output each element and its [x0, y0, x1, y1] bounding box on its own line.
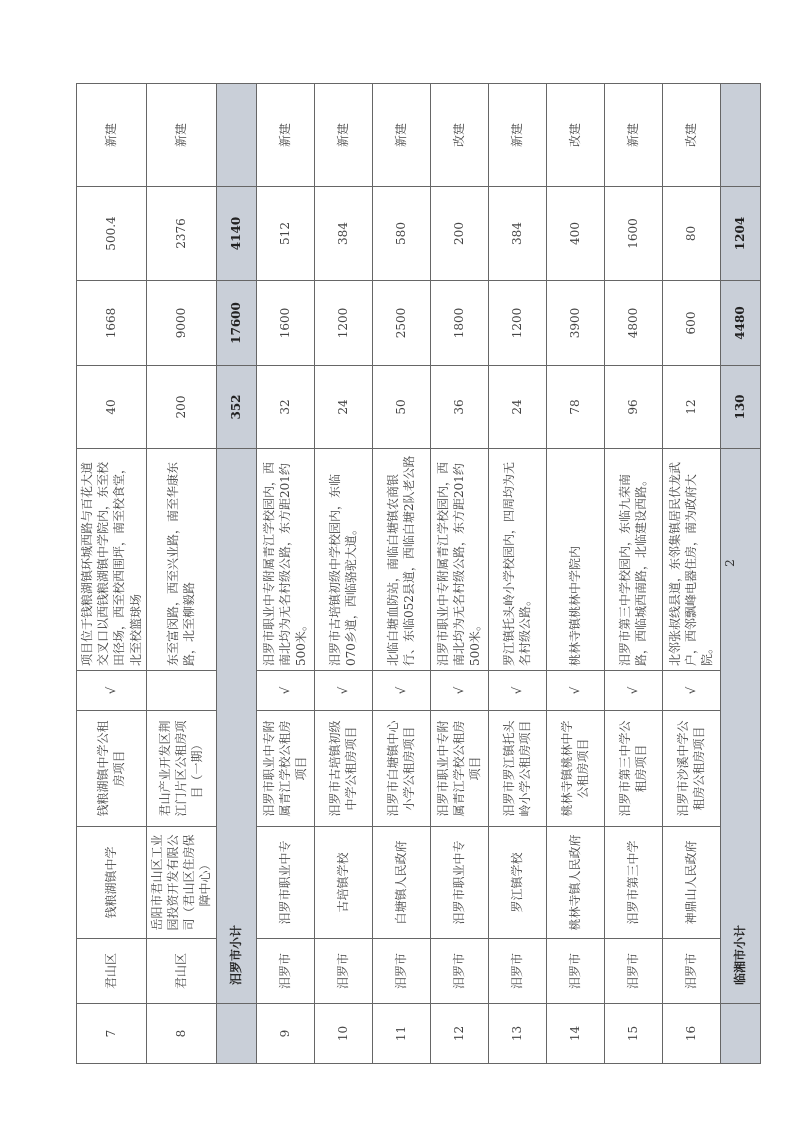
county-cell: 汨罗市	[314, 939, 372, 1004]
unit-cell: 桃林寺镇人民政府	[546, 827, 604, 939]
subtotal-blank-cell	[216, 84, 256, 187]
table-row	[372, 84, 430, 1064]
units-cell: 32	[256, 366, 314, 449]
area-cell: 600	[662, 281, 720, 366]
check-cell: √	[256, 671, 314, 711]
area-cell: 3900	[546, 281, 604, 366]
investment-cell: 500.4	[77, 187, 147, 281]
area-cell: 1200	[314, 281, 372, 366]
units-cell: 12	[662, 366, 720, 449]
row-id-cell: 14	[546, 1004, 604, 1064]
subtotal-units-cell: 130	[720, 366, 760, 449]
investment-cell: 2376	[146, 187, 216, 281]
area-cell: 1600	[256, 281, 314, 366]
unit-cell: 汨罗市职业中专	[430, 827, 488, 939]
project-cell: 汨罗市第三中学公租房项目	[604, 711, 662, 827]
location-cell: 汨罗市第三中学校园内，东临九荣南路，西临城西南路，北临建设西路。	[604, 449, 662, 671]
investment-cell: 1600	[604, 187, 662, 281]
table-row	[256, 84, 314, 1064]
type-cell: 新建	[488, 84, 546, 187]
area-cell: 2500	[372, 281, 430, 366]
investment-cell: 580	[372, 187, 430, 281]
location-cell: 汨罗市职业中专附属青江学校园内，西南北均为无名村级公路，东方距201约500米。	[430, 449, 488, 671]
subtotal-label: 汨罗市小计	[216, 449, 256, 1004]
location-cell: 罗江镇托头岭小学校园内，四周均为无名村级公路。	[488, 449, 546, 671]
type-cell: 新建	[372, 84, 430, 187]
project-cell: 桃林寺镇桃林中学公租房项目	[546, 711, 604, 827]
row-id-cell: 12	[430, 1004, 488, 1064]
unit-cell: 古培镇学校	[314, 827, 372, 939]
project-cell: 汨罗市白塘镇中心小学公租房项目	[372, 711, 430, 827]
type-cell: 新建	[314, 84, 372, 187]
area-cell: 1800	[430, 281, 488, 366]
county-cell: 汨罗市	[662, 939, 720, 1004]
county-cell: 汨罗市	[604, 939, 662, 1004]
county-cell: 汨罗市	[488, 939, 546, 1004]
table-row	[662, 84, 720, 1064]
project-cell: 汨罗市古培镇初级中学公租房项目	[314, 711, 372, 827]
investment-cell: 384	[488, 187, 546, 281]
subtotal-investment-cell: 1204	[720, 187, 760, 281]
county-cell: 汨罗市	[546, 939, 604, 1004]
investment-cell: 80	[662, 187, 720, 281]
check-cell	[146, 671, 216, 711]
subtotal-label: 临湘市小计	[720, 449, 760, 1004]
units-cell: 50	[372, 366, 430, 449]
check-cell: √	[662, 671, 720, 711]
location-cell: 汨罗市古培镇初级中学校园内，东临070乡道，西临骆驼大道。	[314, 449, 372, 671]
project-cell: 汨罗市罗江镇托头岭小学公租房项目	[488, 711, 546, 827]
check-cell: √	[604, 671, 662, 711]
check-cell: √	[546, 671, 604, 711]
subtotal-units-cell: 352	[216, 366, 256, 449]
location-cell: 汨罗市职业中专附属青江学校园内，西南北均为无名村级公路，东方距201约500米。	[256, 449, 314, 671]
project-cell: 汨罗市职业中专附属青江学校公租房项目	[430, 711, 488, 827]
check-cell: √	[372, 671, 430, 711]
table-row	[314, 84, 372, 1064]
county-cell: 汨罗市	[430, 939, 488, 1004]
unit-cell: 汨罗市职业中专	[256, 827, 314, 939]
subtotal-blank-cell	[720, 1004, 760, 1064]
row-id-cell: 13	[488, 1004, 546, 1064]
subtotal-area-cell: 4480	[720, 281, 760, 366]
type-cell: 改建	[662, 84, 720, 187]
unit-cell: 汨罗市第三中学	[604, 827, 662, 939]
project-cell: 汨罗市职业中专附属青江学校公租房项目	[256, 711, 314, 827]
county-cell: 汨罗市	[256, 939, 314, 1004]
page-number: 2	[722, 559, 737, 567]
check-cell: √	[77, 671, 147, 711]
subtotal-blank-cell	[720, 84, 760, 187]
row-id-cell: 7	[77, 1004, 147, 1064]
investment-cell: 200	[430, 187, 488, 281]
subtotal-investment-cell: 4140	[216, 187, 256, 281]
table-row	[488, 84, 546, 1064]
check-cell: √	[488, 671, 546, 711]
project-cell: 钱粮湖镇中学公租房项目	[77, 711, 147, 827]
units-cell: 200	[146, 366, 216, 449]
housing-projects-table	[76, 83, 761, 1064]
location-cell: 桃林寺镇桃林中学院内	[546, 449, 604, 671]
row-id-cell: 8	[146, 1004, 216, 1064]
county-cell: 汨罗市	[372, 939, 430, 1004]
type-cell: 新建	[256, 84, 314, 187]
project-cell: 君山产业开发区荆江门片区公租房项目（一期）	[146, 711, 216, 827]
units-cell: 96	[604, 366, 662, 449]
units-cell: 24	[488, 366, 546, 449]
county-cell: 君山区	[77, 939, 147, 1004]
row-id-cell: 9	[256, 1004, 314, 1064]
location-cell: 东至富闵路，西至兴业路，南至华康东路，北至柳毅路	[146, 449, 216, 671]
unit-cell: 罗江镇学校	[488, 827, 546, 939]
row-id-cell: 11	[372, 1004, 430, 1064]
area-cell: 1200	[488, 281, 546, 366]
area-cell: 9000	[146, 281, 216, 366]
row-id-cell: 16	[662, 1004, 720, 1064]
units-cell: 78	[546, 366, 604, 449]
subtotal-area-cell: 17600	[216, 281, 256, 366]
units-cell: 36	[430, 366, 488, 449]
table-row	[77, 84, 147, 1064]
type-cell: 新建	[604, 84, 662, 187]
table-row	[146, 84, 216, 1064]
location-cell: 项目位于钱粮湖镇环城西路与百花大道交叉口以西钱粮湖镇中学院内，东至校田径场，西至校西围坪，南至校食堂，北至校篮球场	[77, 449, 147, 671]
check-cell: √	[430, 671, 488, 711]
unit-cell: 白塘镇人民政府	[372, 827, 430, 939]
investment-cell: 512	[256, 187, 314, 281]
row-id-cell: 10	[314, 1004, 372, 1064]
table-row	[546, 84, 604, 1064]
investment-cell: 384	[314, 187, 372, 281]
rotated-table-container	[76, 84, 747, 1064]
type-cell: 改建	[430, 84, 488, 187]
area-cell: 1668	[77, 281, 147, 366]
subtotal-row	[216, 84, 256, 1064]
units-cell: 40	[77, 366, 147, 449]
unit-cell: 神鼎山人民政府	[662, 827, 720, 939]
subtotal-blank-cell	[216, 1004, 256, 1064]
type-cell: 改建	[546, 84, 604, 187]
table-row	[430, 84, 488, 1064]
location-cell: 北临白塘血防站，南临白塘镇农商银行、东临052县道，西临白塘2队老公路	[372, 449, 430, 671]
type-cell: 新建	[146, 84, 216, 187]
subtotal-row	[720, 84, 760, 1064]
check-cell: √	[314, 671, 372, 711]
location-cell: 北邻张叔线县道，东邻集镇居民伏龙武户，西邻飘峰电器住房，南为政府大院。	[662, 449, 720, 671]
row-id-cell: 15	[604, 1004, 662, 1064]
area-cell: 4800	[604, 281, 662, 366]
investment-cell: 400	[546, 187, 604, 281]
unit-cell: 钱粮湖镇中学	[77, 827, 147, 939]
table-row	[604, 84, 662, 1064]
county-cell: 君山区	[146, 939, 216, 1004]
unit-cell: 岳阳市君山区工业园投资开发有限公司（君山区住房保障中心）	[146, 827, 216, 939]
type-cell: 新建	[77, 84, 147, 187]
units-cell: 24	[314, 366, 372, 449]
project-cell: 汨罗市沙溪中学公租房公租房项目	[662, 711, 720, 827]
